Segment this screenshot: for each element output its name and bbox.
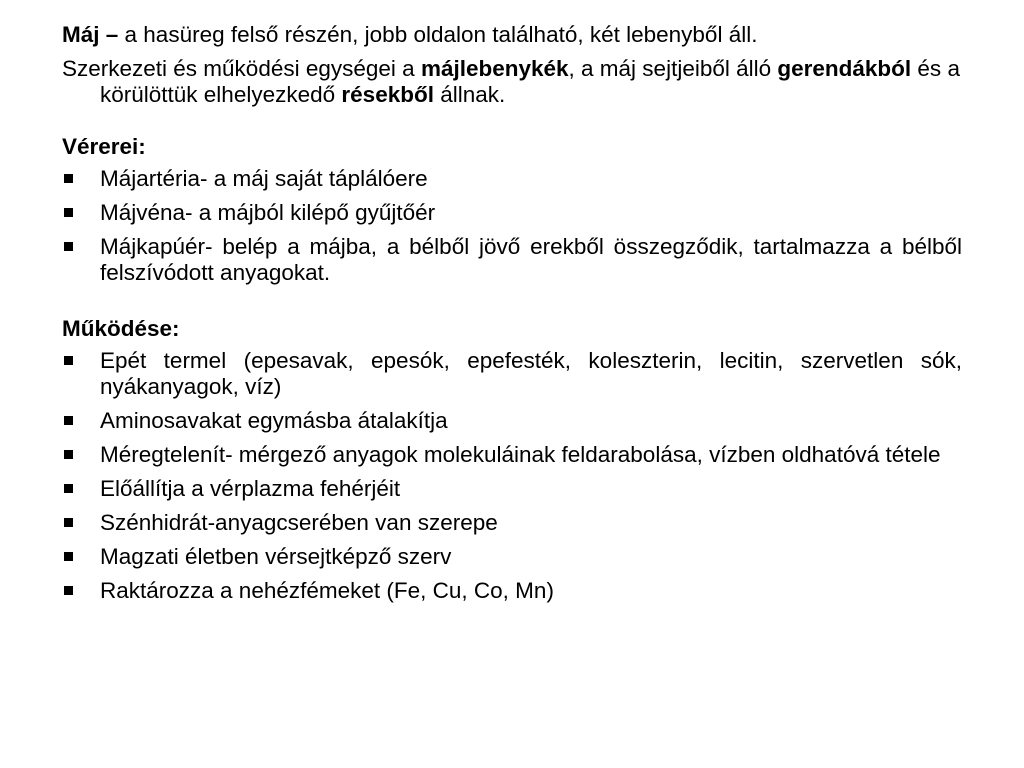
list-item [62,544,962,570]
structure-text-2: , a máj sejtjeiből álló [568,56,778,81]
structure-text-4: állnak. [433,82,506,107]
square-bullet-icon [64,552,73,561]
list-item [62,234,962,286]
list-item-text: Májkapúér- belép a májba, a bélből jövő erekből összegződik, tartalmazza a bélből felszívódott anyagokat. [100,234,962,285]
list-item-text: Raktározza a nehézfémeket (Fe, Cu, Co, Mn) [100,578,554,603]
intro-paragraph [62,22,962,48]
square-bullet-icon [64,356,73,365]
structure-bold-lobules: májlebenykék [420,56,569,81]
structure-text-3: és a körülöttük elhelyezkedő [100,56,960,107]
square-bullet-icon [64,586,73,595]
list-item [62,510,962,536]
list-item [62,348,962,400]
list-item-text: Aminosavakat egymásba átalakítja [100,408,448,433]
structure-bold-beams: gerendákból [777,56,912,81]
list-item-text: Májartéria- a máj saját táplálóere [100,166,428,191]
square-bullet-icon [64,208,73,217]
list-item [62,200,962,226]
intro-term: Máj – [62,22,119,47]
list-item [62,442,962,468]
list-item [62,476,962,502]
square-bullet-icon [64,416,73,425]
blood-vessels-heading: Vérerei: [62,134,146,159]
structure-paragraph [62,56,962,108]
list-item [62,578,962,604]
function-heading: Működése: [62,316,180,341]
intro-definition: a hasüreg felső részén, jobb oldalon található, két lebenyből áll. [118,22,758,47]
list-item [62,408,962,434]
list-item-text: Szénhidrát-anyagcserében van szerepe [100,510,498,535]
list-item-text: Epét termel (epesavak, epesók, epefesték, koleszterin, lecitin, szervetlen sók, nyákanyagok, víz) [100,348,962,399]
square-bullet-icon [64,518,73,527]
list-item [62,166,962,192]
list-item-text: Májvéna- a májból kilépő gyűjtőér [100,200,436,225]
structure-bold-gaps: résekből [341,82,434,107]
structure-text-1: Szerkezeti és működési egységei a [62,56,421,81]
square-bullet-icon [64,450,73,459]
blood-vessels-list [62,166,962,286]
list-item-text: Magzati életben vérsejtképző szerv [100,544,452,569]
list-item-text: Méregtelenít- mérgező anyagok molekuláinak feldarabolása, vízben oldhatóvá tétele [100,442,941,467]
slide-content [62,22,962,612]
square-bullet-icon [64,484,73,493]
square-bullet-icon [64,242,73,251]
function-list [62,348,962,604]
list-item-text: Előállítja a vérplazma fehérjéit [100,476,401,501]
square-bullet-icon [64,174,73,183]
